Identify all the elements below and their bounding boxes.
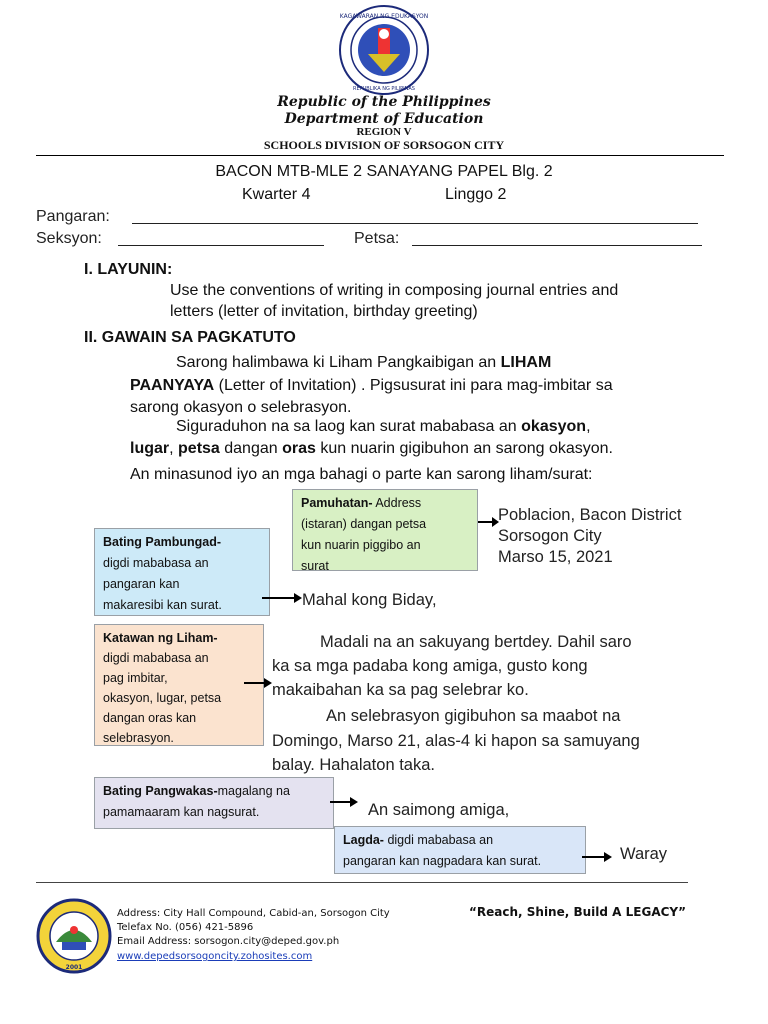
section2-heading: II. GAWAIN SA PAGKATUTO [84,329,296,346]
bating-pambungad-line-3: makaresibi kan surat. [103,598,222,612]
katawan-title: Katawan ng Liham- [103,631,218,645]
svg-text:REPUBLIKA NG PILIPINAS: REPUBLIKA NG PILIPINAS [353,86,415,92]
letter-date: Marso 15, 2021 [498,548,613,566]
katawan-line-5: selebrasyon. [103,731,174,745]
region-title: REGION V [356,126,412,138]
arrow-katawan [244,677,274,689]
lagda-box [334,826,586,874]
letter-body-1: Madali na an sakuyang bertdey. Dahil saro [320,633,632,651]
division-logo [36,898,112,974]
header-rule [36,155,724,156]
name-label: Pangaran: [36,208,110,225]
deped-seal [338,4,430,96]
bating-pambungad-line-1: digdi mababasa an [103,556,209,570]
pamuhatan-line-1: Pamuhatan- Address [301,496,422,510]
pamuhatan-line-2: (istaran) dangan petsa [301,517,427,531]
katawan-box [94,624,264,746]
letter-signature: Waray [620,845,668,863]
arrow-bating-pambungad [262,592,304,604]
letter-body-5: Domingo, Marso 21, alas-4 ki hapon sa samuyang [272,732,640,750]
arrow-bating-pangwakas [330,796,360,808]
paragraph-3: An minasunod iyo an mga bahagi o parte kan sarong liham/surat: [130,466,593,483]
bating-pambungad-box [94,528,270,616]
paragraph-1-line-1: Sarong halimbawa ki Liham Pangkaibigan an LIHAM [176,354,552,371]
letter-closing: An saimong amiga, [368,801,510,819]
worksheet-title: BACON MTB-MLE 2 SANAYANG PAPEL Blg. 2 [215,163,553,180]
letter-address-2: Sorsogon City [498,527,602,545]
paragraph-1-line-2: PAANYAYA (Letter of Invitation) . Pigsusurat ini para mag-imbitar sa [130,377,613,394]
bating-pambungad-line-2: pangaran kan [103,577,180,591]
bating-pangwakas-box [94,777,334,829]
name-field[interactable] [132,222,698,224]
bating-pangwakas-line-1: Bating Pangwakas-magalang na [103,784,290,798]
lagda-line-2: pangaran kan nagpadara kan surat. [343,854,542,868]
letter-body-3: makaibahan ka sa pag selebrar ko. [272,681,529,699]
footer-slogan: “Reach, Shine, Build A LEGACY” [469,905,686,919]
katawan-line-3: okasyon, lugar, petsa [103,691,222,705]
letter-address-1: Poblacion, Bacon District [498,506,682,524]
section1-text-1: Use the conventions of writing in composing journal entries and [170,282,619,299]
katawan-line-4: dangan oras kan [103,711,197,725]
letter-body-6: balay. Hahalaton taka. [272,756,435,774]
bating-pangwakas-line-2: pamamaaram kan nagsurat. [103,805,260,819]
section-label: Seksyon: [36,230,102,247]
paragraph-2-line-1: Siguraduhon na sa laog kan surat mababasa an okasyon, [176,418,591,435]
footer-telefax: Telefax No. (056) 421-5896 [117,922,254,933]
footer-rule [36,882,688,883]
katawan-line-2: pag imbitar, [103,671,168,685]
paragraph-2-line-2: lugar, petsa dangan oras kun nuarin gigibuhon an sarong okasyon. [130,440,613,457]
section1-text-2: letters (letter of invitation, birthday greeting) [170,303,478,320]
katawan-line-1: digdi mababasa an [103,651,209,665]
logo-year: 2001 [65,964,83,971]
lagda-line-1: Lagda- digdi mababasa an [343,833,494,847]
svg-text:KAGAWARAN NG EDUKASYON: KAGAWARAN NG EDUKASYON [339,13,429,20]
footer-website-link[interactable]: www.depedsorsogoncity.zohosites.com [117,951,313,962]
bating-pambungad-title: Bating Pambungad- [103,535,222,549]
section-field[interactable] [118,244,324,246]
arrow-pamuhatan [478,516,500,528]
republic-title: Republic of the Philippines [277,94,491,110]
footer-email: Email Address: sorsogon.city@deped.gov.ph [117,936,340,947]
letter-body-2: ka sa mga padaba kong amiga, gusto kong [272,657,588,675]
date-label: Petsa: [354,230,400,247]
section1-heading: I. LAYUNIN: [84,261,173,278]
pamuhatan-line-4: surat [301,559,329,573]
quarter-label: Kwarter 4 [242,186,311,203]
date-field[interactable] [412,244,702,246]
pamuhatan-box [292,489,478,571]
footer-address: Address: City Hall Compound, Cabid-an, Sorsogon City [117,908,390,919]
letter-body-4: An selebrasyon gigibuhon sa maabot na [326,707,621,725]
paragraph-1-line-3: sarong okasyon o selebrasyon. [130,399,352,416]
department-title: Department of Education [284,111,484,127]
letter-greeting: Mahal kong Biday, [302,591,437,609]
pamuhatan-line-3: kun nuarin piggibo an [301,538,421,552]
week-label: Linggo 2 [445,186,507,203]
arrow-lagda [582,851,614,863]
division-title: SCHOOLS DIVISION OF SORSOGON CITY [263,138,505,152]
